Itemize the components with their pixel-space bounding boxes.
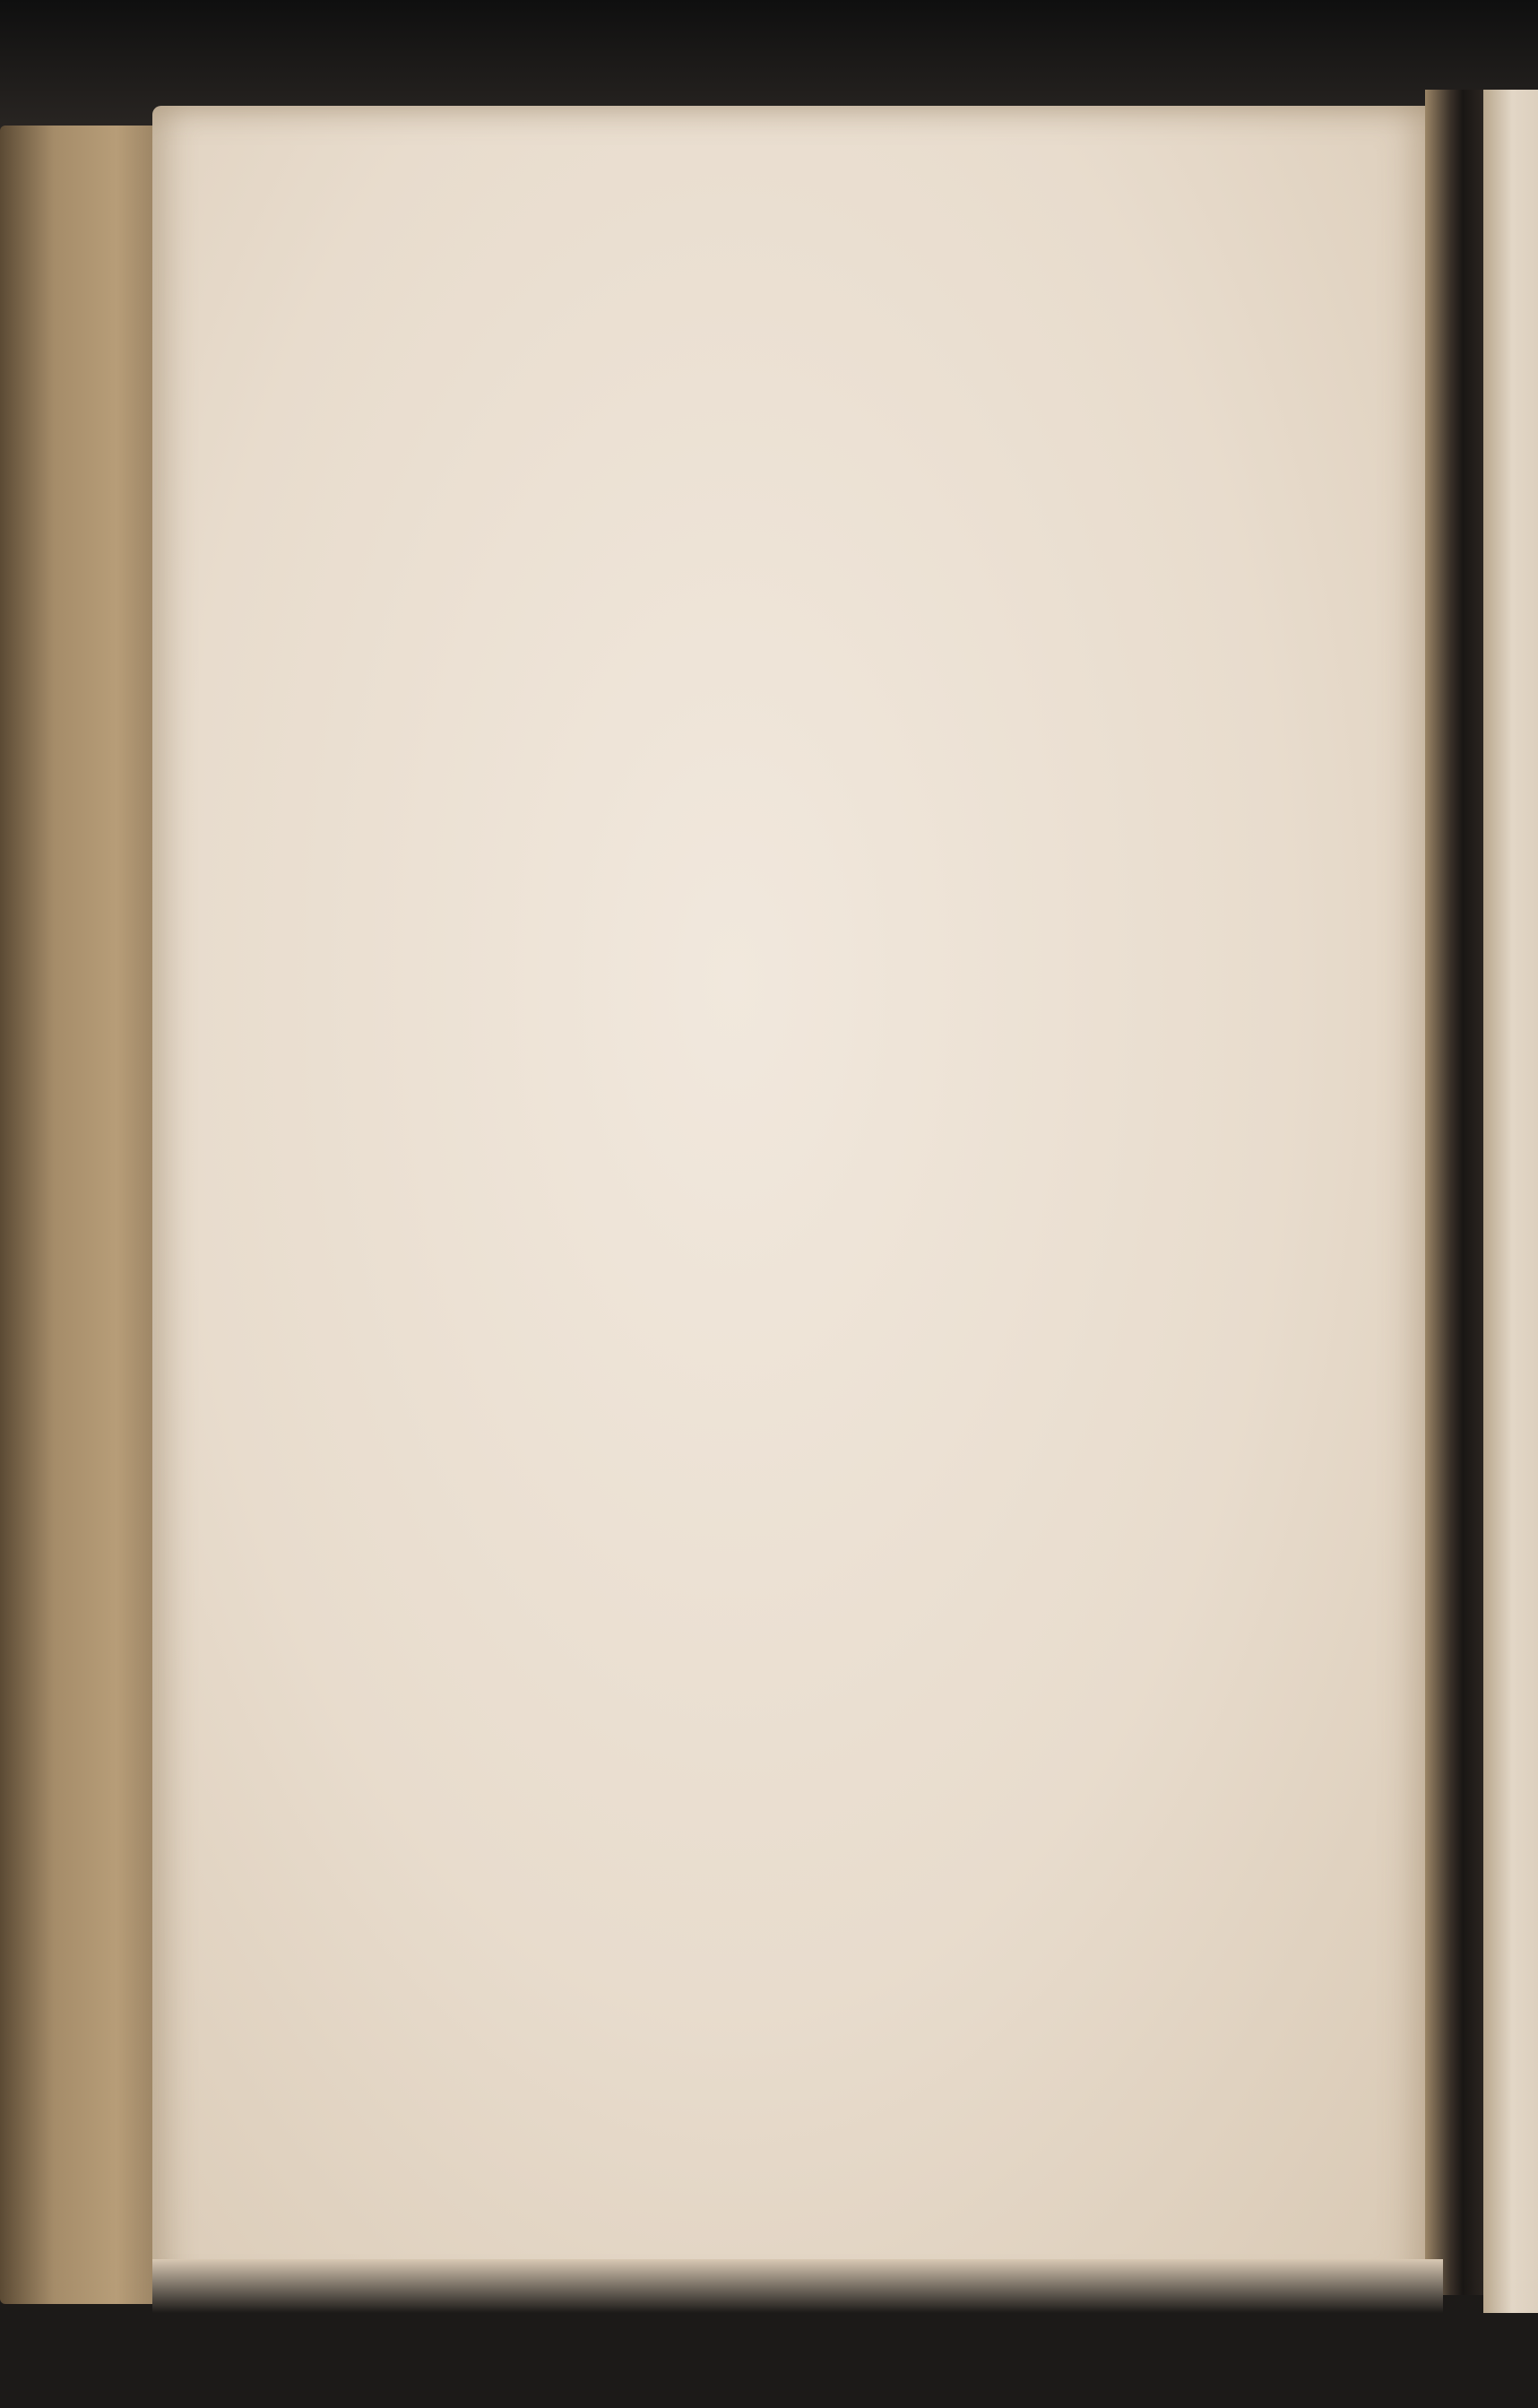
page-bottom-shadow	[152, 2259, 1443, 2313]
facing-page	[1483, 90, 1538, 2313]
book-gutter	[1425, 90, 1488, 2295]
book-page	[152, 106, 1443, 2293]
page-header	[188, 231, 1353, 294]
